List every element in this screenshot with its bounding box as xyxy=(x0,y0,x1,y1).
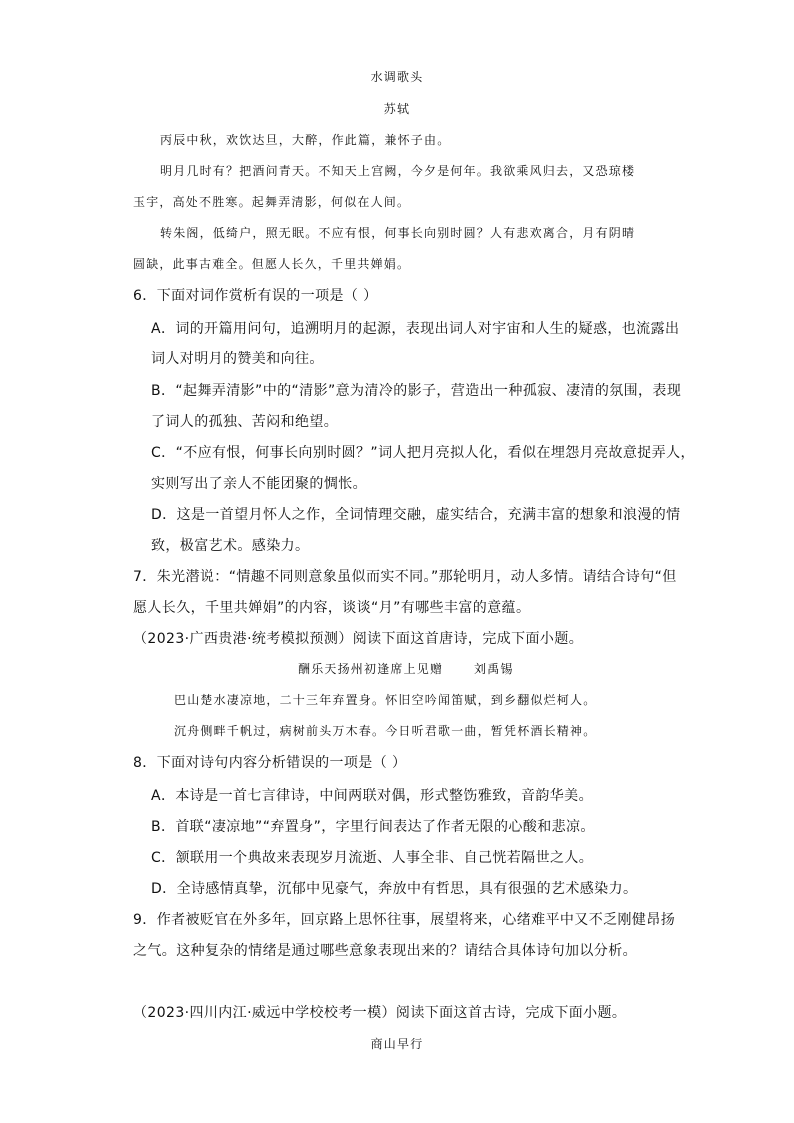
question-8-option: D．全诗感情真挚，沉郁中见豪气，奔放中有哲思，具有很强的艺术感染力。 xyxy=(151,881,638,897)
question-6-option: 实则写出了亲人不能团聚的惆怅。 xyxy=(151,476,367,492)
poem-line: 玉宇，高处不胜寒。起舞弄清影，何似在人间。 xyxy=(133,195,411,209)
question-6-option: C．“不应有恨，何事长向别时圆？”词人把月亮拟人化，看似在埋怨月亮故意捉弄人， xyxy=(151,445,695,461)
question-8-stem: 8．下面对诗句内容分析错误的一项是（ ） xyxy=(133,755,407,771)
question-6-option: 了词人的孤独、苦闷和绝望。 xyxy=(151,414,339,430)
question-7-text: 7．朱光潜说：“情趣不同则意象虽似而实不同。”那轮明月，动人多情。请结合诗句“但 xyxy=(133,569,677,585)
poem-line: 转朱阁，低绮户，照无眠。不应有恨，何事长向别时圆？人有悲欢离合，月有阴晴 xyxy=(160,226,636,240)
question-8-option: B．首联“凄凉地”“弃置身”，字里行间表达了作者无限的心酸和悲凉。 xyxy=(151,819,595,835)
poem-line: 沉舟侧畔千帆过，病树前头万木春。今日听君歌一曲，暂凭杯酒长精神。 xyxy=(174,724,597,738)
poem-title: 商山早行 xyxy=(370,1037,424,1051)
question-8-option: A．本诗是一首七言律诗，中间两联对偶，形式整饬雅致，音韵华美。 xyxy=(151,788,593,804)
poem-author: 苏轼 xyxy=(383,102,411,116)
poem-line: 明月几时有？把酒问青天。不知天上宫阙，今夕是何年。我欲乘风归去，又恐琼楼 xyxy=(160,164,636,178)
question-6-option: D．这是一首望月怀人之作，全词情理交融，虚实结合，充满丰富的想象和浪漫的情 xyxy=(151,507,681,523)
question-8-option: C．颔联用一个典故来表现岁月流逝、人事全非、自己恍若隔世之人。 xyxy=(151,850,594,866)
poem-title: 酬乐天扬州初逢席上见赠 xyxy=(298,662,444,676)
question-6-stem: 6．下面对词作赏析有误的一项是（ ） xyxy=(133,288,378,304)
question-9-text: 9．作者被贬官在外多年，回京路上思怀往事，展望将来，心绪难平中又不乏刚健昂扬 xyxy=(133,912,676,928)
poem-author: 刘禹锡 xyxy=(474,662,514,676)
question-6-option: 致，极富艺术。感染力。 xyxy=(151,538,310,554)
question-7-text: 愿人长久，千里共婵娟”的内容，谈谈“月”有哪些丰富的意蕴。 xyxy=(133,600,531,616)
poem-title: 水调歌头 xyxy=(370,70,424,84)
poem-line: 巴山楚水凄凉地，二十三年弃置身。怀旧空吟闻笛赋，到乡翻似烂柯人。 xyxy=(174,693,597,707)
question-6-option: A．词的开篇用问句，追溯明月的起源，表现出词人对宇宙和人生的疑惑，也流露出 xyxy=(151,321,680,337)
section-intro: （2023·四川内江·威远中学校校考一模）阅读下面这首古诗，完成下面小题。 xyxy=(133,1005,627,1021)
poem-line: 圆缺，此事古难全。但愿人长久，千里共婵娟。 xyxy=(133,257,411,271)
question-9-text: 之气。这种复杂的情绪是通过哪些意象表现出来的？请结合具体诗句加以分析。 xyxy=(133,943,637,959)
question-6-option: 词人对明月的赞美和向往。 xyxy=(151,351,324,367)
question-6-option: B．“起舞弄清影”中的“清影”意为清冷的影子，营造出一种孤寂、凄清的氛围，表现 xyxy=(151,383,682,399)
section-intro: （2023·广西贵港·统考模拟预测）阅读下面这首唐诗，完成下面小题。 xyxy=(133,631,584,647)
poem-preface: 丙辰中秋，欢饮达旦，大醉，作此篇，兼怀子由。 xyxy=(160,133,451,147)
